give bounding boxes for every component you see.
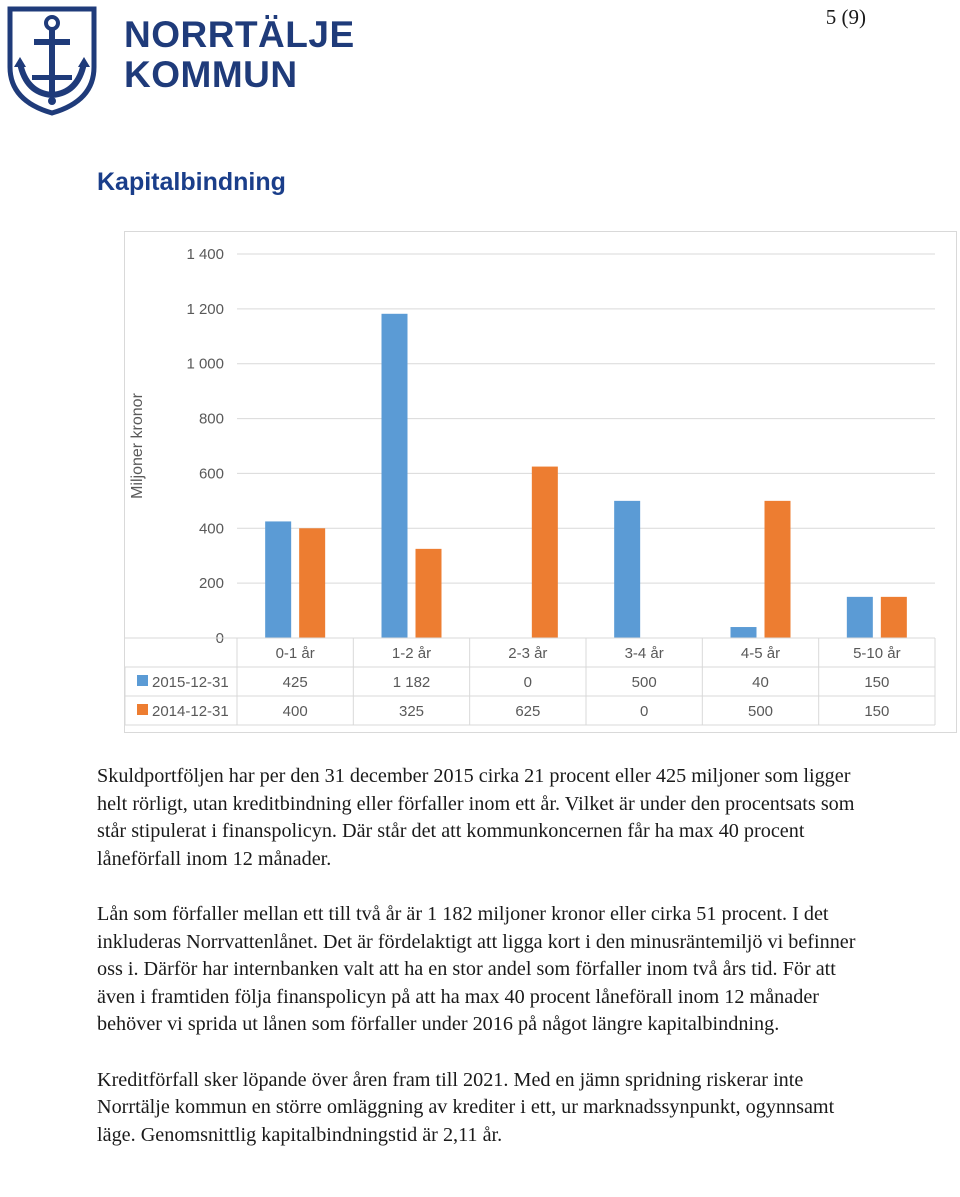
section-title: Kapitalbindning	[97, 168, 286, 196]
page-number: 5 (9)	[825, 5, 866, 29]
data-table-value: 500	[631, 674, 657, 691]
bar-2015-12-31-0-1 år	[265, 521, 291, 638]
logo-wordmark	[124, 15, 355, 95]
paragraph: Lån som förfaller mellan ett till två år är 1 182 miljoner kronor eller cirka 51 procent. I det inkluderas Norrvattenlånet. Det är fördelaktigt att ligga kort i den minusräntemiljö vi befinner oss i. Därför har internbanken valt att ha en stor andel som förfaller inom två års tid. För att även i framtiden följa finanspolicyn på att ha max 40 procent låneförall inom 12 månader behöver vi sprida ut lånen som förfaller under 2016 på något längre kapitalbindning.	[97, 902, 856, 1036]
logo-line-1: NORRTÄLJE	[124, 14, 355, 55]
legend-swatch	[137, 704, 148, 715]
y-tick-label: 1 400	[186, 246, 224, 263]
y-tick-label: 800	[198, 410, 224, 428]
bar-2015-12-31-4-5 år	[731, 627, 757, 638]
bar-2014-12-31-5-10 år	[881, 597, 907, 638]
paragraph: Skuldportföljen har per den 31 december 2015 cirka 21 procent eller 425 miljoner som ligger helt rörligt, utan kreditbindning eller förfaller inom ett år. Vilket är under den procentsats som står stipulerat i finanspolicyn. Där står det att kommunkoncernen får ha max 40 procent låneförfall inom 12 månader.	[97, 765, 855, 870]
chart-canvas	[125, 232, 958, 734]
data-table-value: 0	[523, 674, 533, 691]
data-table-value: 1 182	[392, 674, 431, 691]
legend-swatch	[137, 675, 148, 686]
x-category-label: 1-2 år	[391, 645, 432, 662]
y-tick-label: 200	[198, 575, 224, 593]
data-table-value: 325	[398, 703, 425, 720]
capital-binding-chart	[124, 231, 957, 733]
data-table-value: 0	[639, 703, 649, 720]
legend-label: 2014-12-31	[152, 703, 229, 720]
anchor-shield-emblem-icon	[6, 5, 98, 117]
bar-2014-12-31-2-3 år	[532, 467, 558, 638]
paragraph: Kreditförfall sker löpande över åren fram till 2021. Med en jämn spridning riskerar inte Norrtälje kommun en större omläggning av krediter i ett, ur marknadssynpunkt, ogynnsamt läge. Genomsnittlig kapitalbindningstid är 2,11 år.	[97, 1068, 835, 1146]
data-table-value: 625	[515, 703, 541, 720]
bar-2015-12-31-5-10 år	[847, 597, 873, 638]
x-category-label: 3-4 år	[624, 645, 664, 662]
data-table-value: 150	[864, 674, 890, 691]
body-text	[97, 763, 877, 1149]
y-tick-label: 0	[215, 630, 224, 647]
x-category-label: 4-5 år	[740, 645, 781, 662]
bar-2015-12-31-1-2 år	[382, 314, 408, 638]
logo-line-2: KOMMUN	[124, 54, 298, 95]
x-category-label: 0-1 år	[275, 645, 315, 662]
y-tick-label: 600	[198, 465, 224, 483]
bar-2015-12-31-3-4 år	[614, 501, 640, 638]
data-table-value: 500	[747, 703, 774, 720]
x-category-label: 5-10 år	[853, 645, 901, 662]
bar-2014-12-31-4-5 år	[765, 501, 791, 638]
y-tick-label: 400	[198, 520, 224, 538]
bar-2014-12-31-1-2 år	[416, 549, 442, 638]
legend-label: 2015-12-31	[152, 674, 229, 691]
bar-2014-12-31-0-1 år	[299, 528, 325, 638]
data-table-value: 425	[282, 674, 308, 691]
x-category-label: 2-3 år	[508, 645, 548, 662]
data-table-value: 150	[864, 703, 890, 720]
data-table-value: 400	[282, 703, 308, 720]
y-axis-title: Miljoner kronor	[129, 393, 146, 499]
y-tick-label: 1 000	[186, 355, 224, 373]
data-table-value: 40	[752, 674, 769, 691]
municipality-logo	[6, 5, 355, 117]
y-tick-label: 1 200	[186, 300, 224, 318]
